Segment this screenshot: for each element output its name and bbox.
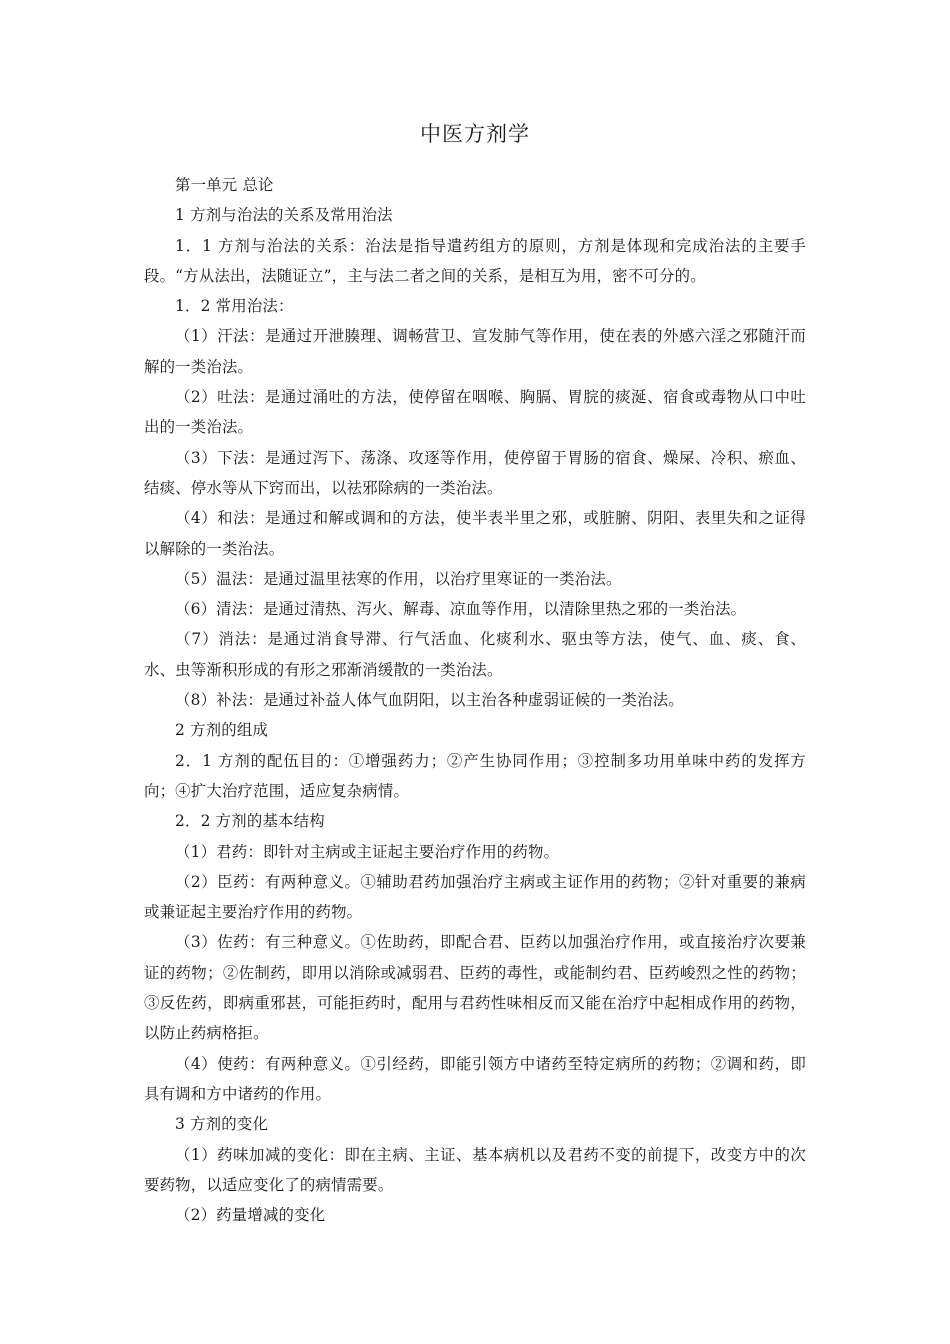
list-item: （8）补法：是通过补益人体气血阴阳，以主治各种虚弱证候的一类治法。 (175, 691, 684, 710)
list-item: （2）药量增减的变化 (175, 1206, 326, 1225)
list-item: （1）君药：即针对主病或主证起主要治疗作用的药物。 (175, 842, 560, 861)
list-item: （1）汗法：是通过开泄腠理、调畅营卫、宣发肺气等作用，使在表的外感六淫之邪随汗而解的一类治法。 (144, 327, 806, 376)
document-body (144, 170, 806, 1230)
list-item: （3）佐药：有三种意义。①佐助药，即配合君、臣药以加强治疗作用，或直接治疗次要兼证的药物；②佐制药，即用以消除或减弱君、臣药的毒性，或能制约君、臣药峻烈之性的药物；③反佐药，即病重邪甚，可能拒药时，配用与君药性味相反而又能在治疗中起相成作用的药物，以防止药病格拒。 (144, 933, 806, 1043)
subsection-heading: 1．2 常用治法： (175, 297, 294, 316)
list-item: （4）和法：是通过和解或调和的方法，使半表半里之邪，或脏腑、阴阳、表里失和之证得以解除的一类治法。 (144, 509, 806, 558)
subsection-heading: 2 方剂的组成 (175, 721, 269, 740)
list-item: （2）臣药：有两种意义。①辅助君药加强治疗主病或主证作用的药物；②针对重要的兼病或兼证起主要治疗作用的药物。 (144, 872, 806, 922)
list-item: （6）清法：是通过清热、泻火、解毒、凉血等作用，以清除里热之邪的一类治法。 (175, 600, 747, 619)
list-item: （5）温法：是通过温里祛寒的作用，以治疗里寒证的一类治法。 (175, 569, 622, 588)
list-item: （1）药味加减的变化：即在主病、主证、基本病机以及君药不变的前提下，改变方中的次要药物，以适应变化了的病情需要。 (144, 1145, 806, 1194)
list-item: （3）下法：是通过泻下、荡涤、攻逐等作用，使停留于胃肠的宿食、燥屎、冷积、瘀血、结痰、停水等从下窍而出，以祛邪除病的一类治法。 (144, 448, 806, 497)
list-item: （7）消法：是通过消食导滞、行气活血、化痰利水、驱虫等方法，使气、血、痰、食、水、虫等渐积形成的有形之邪渐消缓散的一类治法。 (144, 630, 806, 679)
subsection-heading: 2．2 方剂的基本结构 (175, 812, 325, 831)
subsection-heading: 3 方剂的变化 (175, 1115, 269, 1134)
list-item: （2）吐法：是通过涌吐的方法，使停留在咽喉、胸膈、胃脘的痰涎、宿食或毒物从口中吐出的一类治法。 (144, 388, 806, 437)
list-item: （4）使药：有两种意义。①引经药，即能引领方中诸药至特定病所的药物；②调和药，即具有调和方中诸药的作用。 (144, 1054, 806, 1103)
subsection-heading: 1 方剂与治法的关系及常用治法 (175, 206, 393, 225)
section-heading: 第一单元 总论 (175, 176, 274, 194)
paragraph: 2．1 方剂的配伍目的：①增强药力；②产生协同作用；③控制多功用单味中药的发挥方向；④扩大治疗范围，适应复杂病情。 (144, 751, 806, 800)
page-title: 中医方剂学 (420, 122, 530, 146)
paragraph: 1．1 方剂与治法的关系：治法是指导遣药组方的原则，方剂是体现和完成治法的主要手段。“方从法出，法随证立”，主与法二者之间的关系，是相互为用，密不可分的。 (144, 236, 806, 285)
